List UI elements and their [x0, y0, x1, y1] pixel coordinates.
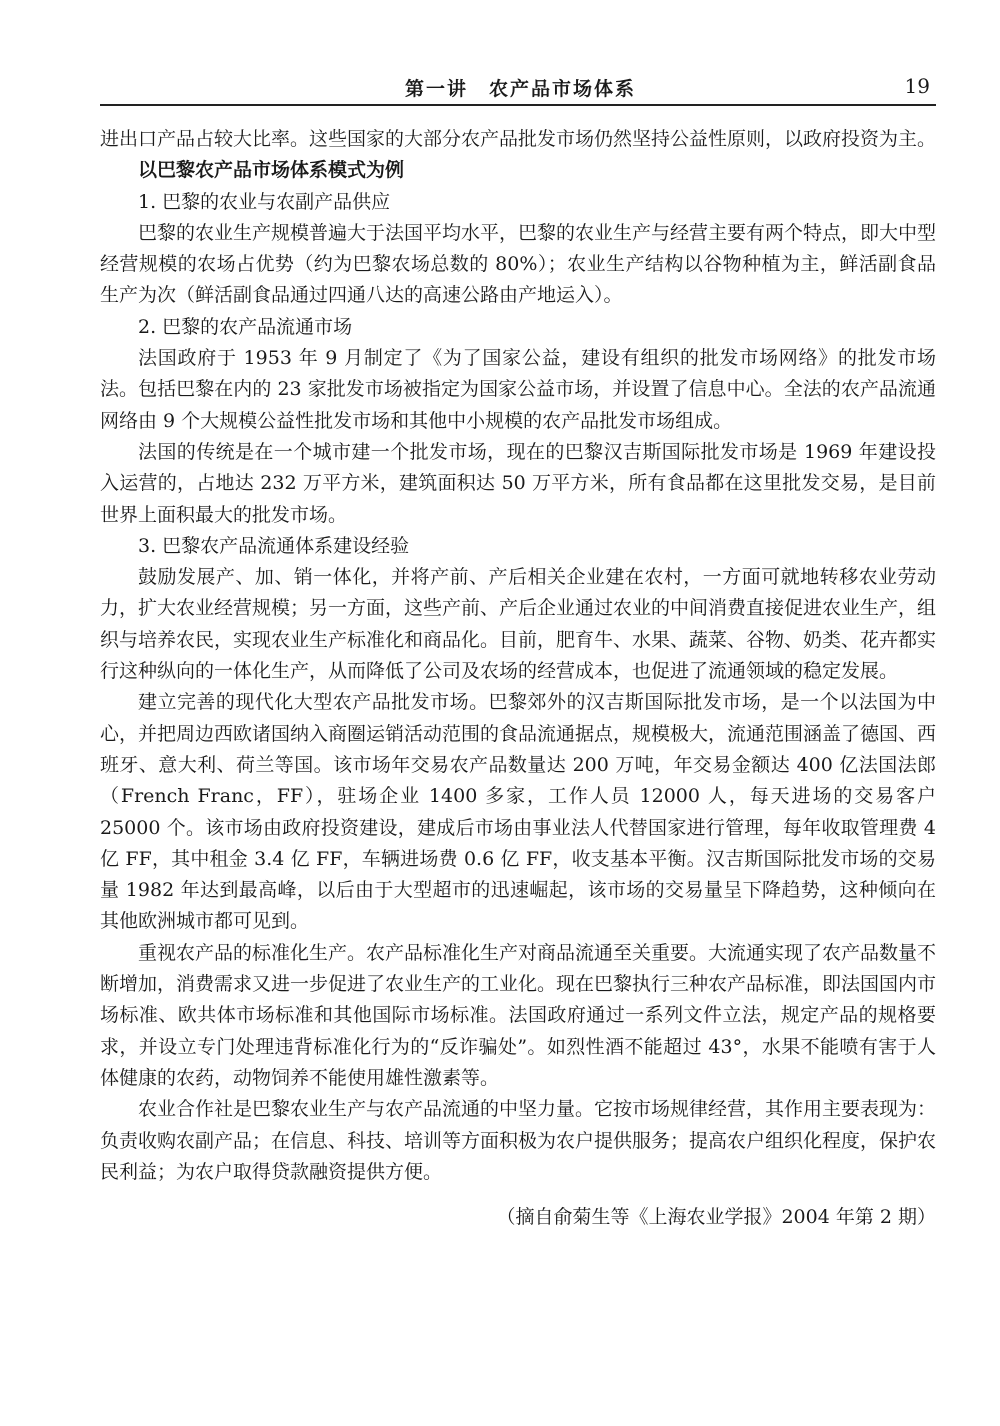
- page-number: 19: [904, 74, 930, 98]
- page-body: [100, 124, 936, 1233]
- subsection-heading-3: 3. 巴黎农产品流通体系建设经验: [138, 534, 410, 557]
- paragraph: 重视农产品的标准化生产。农产品标准化生产对商品流通至关重要。大流通实现了农产品数量不断增加，消费需求又进一步促进了农业生产的工业化。现在巴黎执行三种农产品标准，即法国国内市场标准、欧共体市场标准和其他国际市场标准。法国政府通过一系列文件立法，规定产品的规格要求，并设立专门处理违背标准化行为的“反诈骗处”。如烈性酒不能超过 43°，水果不能喷有害于人体健康的农药，动物饲养不能使用雄性激素等。: [100, 941, 937, 1089]
- paragraph: 法国的传统是在一个城市建一个批发市场，现在的巴黎汉吉斯国际批发市场是 1969 年建设投入运营的，占地达 232 万平方米，建筑面积达 50 万平方米，所有食品都在这里批发交易，是目前世界上面积最大的批发市场。: [100, 440, 936, 526]
- subsection-heading-2: 2. 巴黎的农产品流通市场: [138, 315, 353, 338]
- chapter-title: 第一讲 农产品市场体系: [405, 78, 637, 100]
- paragraph: 建立完善的现代化大型农产品批发市场。巴黎郊外的汉吉斯国际批发市场，是一个以法国为中心，并把周边西欧诸国纳入商圈运销活动范围的食品流通据点，规模极大，流通范围涵盖了德国、西班牙、意大利、荷兰等国。该市场年交易农产品数量达 200 万吨，年交易金额达 400 亿法国法郎（French Franc，FF），驻场企业 1400 多家，工作人员 12000 人，每天进场的交易客户 25000 个。该市场由政府投资建设，建成后市场由事业法人代替国家进行管理，每年收取管理费 4 亿 FF，其中租金 3.4 亿 FF，车辆进场费 0.6 亿 FF，收支基本平衡。汉吉斯国际批发市场的交易量 1982 年达到最高峰，以后由于大型超市的迅速崛起，该市场的交易量呈下降趋势，这种倾向在其他欧洲城市都可见到。: [100, 691, 937, 933]
- paragraph: 法国政府于 1953 年 9 月制定了《为了国家公益，建设有组织的批发市场网络》的批发市场法。包括巴黎在内的 23 家批发市场被指定为国家公益市场，并设置了信息中心。全法的农产品流通网络由 9 个大规模公益性批发市场和其他中小规模的农产品批发市场组成。: [100, 347, 936, 432]
- paragraph-continued: 进出口产品占较大比率。这些国家的大部分农产品批发市场仍然坚持公益性原则，以政府投资为主。: [100, 128, 937, 150]
- paragraph: 巴黎的农业生产规模普遍大于法国平均水平，巴黎的农业生产与经营主要有两个特点，即大中型经营规模的农场占优势（约为巴黎农场总数的 80%）；农业生产结构以谷物种植为主，鲜活副食品生产为次（鲜活副食品通过四通八达的高速公路由产地运入）。: [100, 221, 937, 307]
- paragraph: 鼓励发展产、加、销一体化，并将产前、产后相关企业建在农村，一方面可就地转移农业劳动力，扩大农业经营规模；另一方面，这些产前、产后企业通过农业的中间消费直接促进农业生产，组织与培养农民，实现农业生产标准化和商品化。目前，肥育牛、水果、蔬菜、谷物、奶类、花卉都实行这种纵向的一体化生产，从而降低了公司及农场的经营成本，也促进了流通领域的稳定发展。: [100, 566, 937, 683]
- subsection-heading-1: 1. 巴黎的农业与农副产品供应: [138, 190, 391, 213]
- source-citation: （摘自俞菊生等《上海农业学报》2004 年第 2 期）: [496, 1206, 936, 1229]
- paragraph: 农业合作社是巴黎农业生产与农产品流通的中坚力量。它按市场规律经营，其作用主要表现为：负责收购农副产品；在信息、科技、培训等方面积极为农户提供服务；提高农户组织化程度，保护农民利益；为农户取得贷款融资提供方便。: [100, 1098, 937, 1183]
- section-heading: 以巴黎农产品市场体系模式为例: [138, 159, 405, 182]
- running-header: [100, 68, 936, 106]
